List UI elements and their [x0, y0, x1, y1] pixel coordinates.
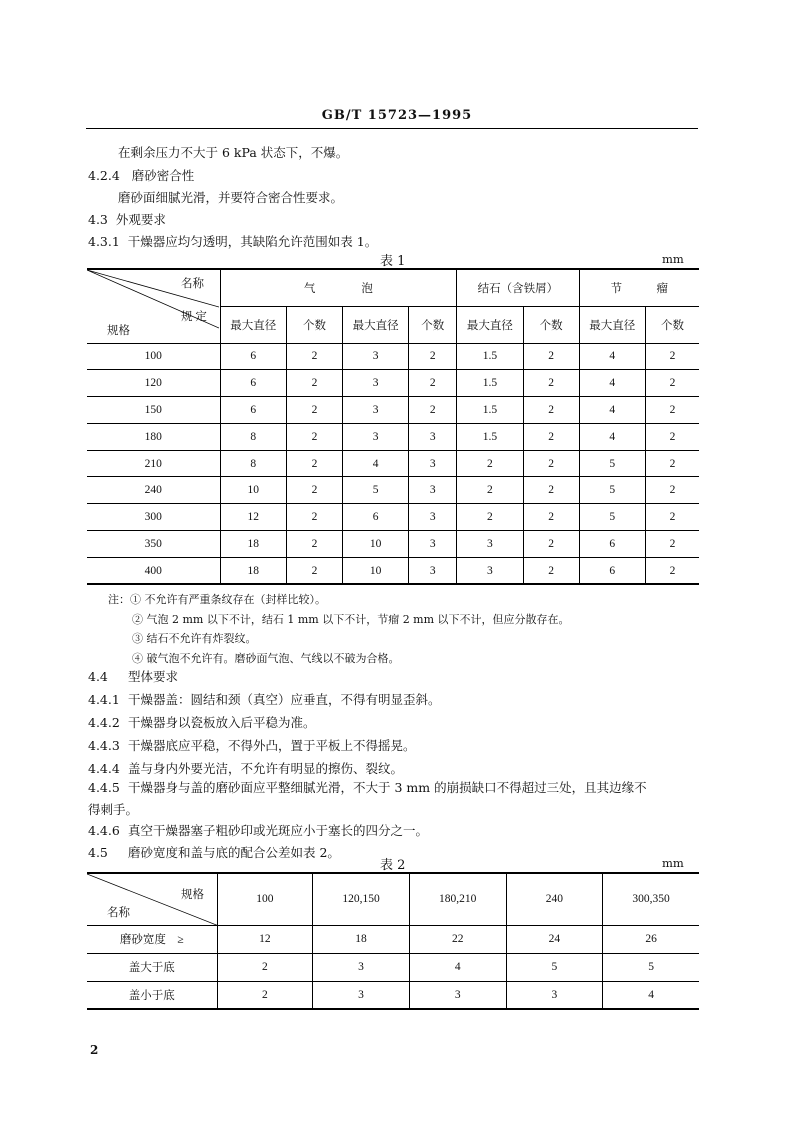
size-cell: 150	[87, 397, 220, 424]
value-cell: 24	[506, 925, 603, 953]
table1-note-2: ② 气泡 2 mm 以下不计，结石 1 mm 以下不计，节瘤 2 mm 以下不计，但应分散存在。	[132, 613, 570, 626]
table1-note-1: 注：① 不允许有严重条纹存在（封样比较）。	[108, 593, 326, 606]
value-cell: 10	[343, 531, 409, 558]
value-cell: 2	[645, 397, 699, 424]
value-cell: 4	[603, 981, 699, 1009]
section-number: 4.3.1	[88, 234, 120, 249]
subheader: 最大直径	[579, 306, 645, 343]
value-cell: 26	[603, 925, 699, 953]
table1-note-4: ④ 破气泡不允许有。磨砂面气泡、气线以不破为合格。	[132, 652, 400, 665]
table-row	[87, 397, 699, 424]
section-number: 4.4.1	[88, 692, 120, 707]
section-number: 4.4.3	[88, 738, 120, 753]
table-row	[87, 925, 699, 953]
value-cell: 3	[457, 531, 523, 558]
corner-spec-label: 规格	[181, 889, 204, 901]
value-cell: 4	[579, 423, 645, 450]
section-number: 4.4.4	[88, 761, 120, 776]
section-4-3	[88, 210, 166, 228]
table1-corner-cell	[87, 269, 220, 343]
value-cell: 2	[457, 450, 523, 477]
value-cell: 18	[220, 557, 286, 584]
value-cell: 2	[409, 343, 457, 370]
value-cell: 10	[343, 557, 409, 584]
value-cell: 2	[645, 450, 699, 477]
value-cell: 6	[579, 531, 645, 558]
value-cell: 3	[343, 423, 409, 450]
section-number: 4.4	[88, 669, 108, 684]
value-cell: 2	[286, 531, 342, 558]
value-cell: 1.5	[457, 343, 523, 370]
section-line	[88, 736, 416, 754]
value-cell: 2	[523, 450, 579, 477]
value-cell: 3	[409, 557, 457, 584]
value-cell: 2	[523, 397, 579, 424]
value-cell: 4	[409, 953, 506, 981]
value-cell: 2	[645, 370, 699, 397]
defect-table	[87, 268, 699, 585]
value-cell: 2	[286, 343, 342, 370]
table1-note-3: ③ 结石不允许有炸裂纹。	[132, 632, 257, 645]
column-header: 300,350	[603, 873, 699, 925]
table2-corner-cell	[87, 873, 217, 925]
value-cell: 3	[343, 370, 409, 397]
corner-size-label: 规格	[107, 325, 130, 337]
value-cell: 2	[409, 397, 457, 424]
value-cell: 4	[579, 343, 645, 370]
table2-unit: mm	[662, 856, 684, 870]
value-cell: 2	[645, 477, 699, 504]
subheader: 最大直径	[220, 306, 286, 343]
size-cell: 240	[87, 477, 220, 504]
value-cell: 2	[645, 531, 699, 558]
table-row	[87, 477, 699, 504]
value-cell: 2	[286, 557, 342, 584]
value-cell: 3	[409, 531, 457, 558]
value-cell: 2	[409, 370, 457, 397]
value-cell: 1.5	[457, 423, 523, 450]
value-cell: 5	[343, 477, 409, 504]
value-cell: 2	[523, 504, 579, 531]
row-label: 盖大于底	[87, 953, 217, 981]
value-cell: 6	[579, 557, 645, 584]
table-row	[87, 504, 699, 531]
value-cell: 18	[220, 531, 286, 558]
size-cell: 180	[87, 423, 220, 450]
section-number: 4.5	[88, 845, 108, 860]
row-label: 磨砂宽度 ≥	[87, 925, 217, 953]
corner-name-label: 名称	[181, 278, 204, 290]
section-4-3-1	[88, 232, 377, 250]
section-number: 4.4.6	[88, 823, 120, 838]
group-header-knot: 节 瘤	[579, 269, 699, 306]
page-number: 2	[90, 1043, 99, 1057]
value-cell: 18	[313, 925, 410, 953]
section-line	[88, 690, 441, 708]
value-cell: 12	[217, 925, 313, 953]
value-cell: 2	[645, 504, 699, 531]
size-cell: 100	[87, 343, 220, 370]
header-rule	[86, 128, 698, 129]
subheader: 个数	[645, 306, 699, 343]
value-cell: 12	[220, 504, 286, 531]
column-header: 180,210	[409, 873, 506, 925]
section-number: 4.4.2	[88, 715, 120, 730]
table-row	[87, 557, 699, 584]
value-cell: 2	[457, 504, 523, 531]
subheader: 最大直径	[343, 306, 409, 343]
value-cell: 2	[286, 423, 342, 450]
value-cell: 2	[645, 343, 699, 370]
value-cell: 3	[409, 423, 457, 450]
table-row	[87, 450, 699, 477]
corner-name-label: 名称	[107, 907, 130, 919]
section-line	[88, 713, 316, 731]
value-cell: 5	[506, 953, 603, 981]
value-cell: 5	[603, 953, 699, 981]
table2-caption: 表 2	[380, 858, 406, 873]
column-header: 240	[506, 873, 603, 925]
value-cell: 4	[579, 370, 645, 397]
value-cell: 2	[523, 423, 579, 450]
corner-spec-label: 规 定	[181, 311, 207, 323]
value-cell: 3	[409, 477, 457, 504]
size-cell: 400	[87, 557, 220, 584]
section-number: 4.4.5	[88, 780, 120, 795]
value-cell: 1.5	[457, 397, 523, 424]
value-cell: 2	[457, 477, 523, 504]
size-cell: 120	[87, 370, 220, 397]
group-header-stone: 结石（含铁屑）	[457, 269, 579, 306]
value-cell: 3	[343, 343, 409, 370]
value-cell: 2	[217, 953, 313, 981]
value-cell: 2	[286, 397, 342, 424]
value-cell: 3	[409, 504, 457, 531]
section-number: 4.3	[88, 212, 108, 227]
standard-header: GB/T 15723—1995	[321, 108, 473, 123]
para-pressure: 在剩余压力不大于 6 kPa 状态下，不爆。	[118, 145, 349, 160]
value-cell: 22	[409, 925, 506, 953]
section-line	[88, 843, 340, 861]
section-line	[88, 778, 647, 796]
value-cell: 2	[523, 477, 579, 504]
section-line	[88, 667, 178, 685]
section-line	[88, 800, 138, 818]
value-cell: 3	[409, 450, 457, 477]
table-row	[87, 343, 699, 370]
group-header-bubble: 气 泡	[220, 269, 457, 306]
value-cell: 3	[506, 981, 603, 1009]
section-text: 真空干燥器塞子粗砂印或光斑应小于塞长的四分之一。	[128, 823, 429, 838]
value-cell: 6	[220, 343, 286, 370]
value-cell: 2	[217, 981, 313, 1009]
value-cell: 1.5	[457, 370, 523, 397]
value-cell: 8	[220, 423, 286, 450]
value-cell: 6	[343, 504, 409, 531]
value-cell: 3	[409, 981, 506, 1009]
value-cell: 2	[523, 557, 579, 584]
value-cell: 2	[523, 343, 579, 370]
tolerance-table	[87, 872, 699, 1010]
value-cell: 2	[286, 504, 342, 531]
table-row	[87, 423, 699, 450]
subheader: 个数	[286, 306, 342, 343]
table-row	[87, 953, 699, 981]
section-text: 干燥器盖：圆结和颈（真空）应垂直，不得有明显歪斜。	[128, 692, 441, 707]
value-cell: 2	[523, 370, 579, 397]
section-text: 型体要求	[128, 669, 179, 684]
section-text: 干燥器底应平稳，不得外凸，置于平板上不得摇晃。	[128, 738, 416, 753]
value-cell: 2	[286, 370, 342, 397]
table-row	[87, 370, 699, 397]
column-header: 100	[217, 873, 313, 925]
section-title: 干燥器应均匀透明，其缺陷允许范围如表 1。	[127, 234, 378, 249]
value-cell: 5	[579, 504, 645, 531]
table1-unit: mm	[662, 252, 684, 266]
table-row	[87, 531, 699, 558]
section-text: 盖与身内外要光洁，不允许有明显的擦伤、裂纹。	[128, 761, 404, 776]
subheader: 最大直径	[457, 306, 523, 343]
column-header: 120,150	[313, 873, 410, 925]
value-cell: 10	[220, 477, 286, 504]
value-cell: 3	[313, 981, 410, 1009]
para-grinding: 磨砂面细腻光滑，并要符合密合性要求。	[118, 190, 344, 205]
section-title: 外观要求	[115, 212, 166, 227]
value-cell: 2	[645, 557, 699, 584]
section-text: 干燥器身以瓷板放入后平稳为准。	[128, 715, 316, 730]
value-cell: 4	[579, 397, 645, 424]
value-cell: 3	[457, 557, 523, 584]
subheader: 个数	[409, 306, 457, 343]
size-cell: 350	[87, 531, 220, 558]
table1-caption: 表 1	[380, 254, 406, 269]
value-cell: 6	[220, 370, 286, 397]
section-text: 磨砂宽度和盖与底的配合公差如表 2。	[128, 845, 340, 860]
value-cell: 2	[645, 423, 699, 450]
subheader: 个数	[523, 306, 579, 343]
value-cell: 8	[220, 450, 286, 477]
section-text: 得刺手。	[88, 802, 139, 817]
value-cell: 4	[343, 450, 409, 477]
section-4-2-4	[88, 166, 194, 184]
section-line	[88, 821, 428, 839]
section-line	[88, 759, 403, 777]
value-cell: 5	[579, 477, 645, 504]
section-number: 4.2.4	[88, 168, 120, 183]
value-cell: 5	[579, 450, 645, 477]
section-text: 干燥器身与盖的磨砂面应平整细腻光滑，不大于 3 mm 的崩损缺口不得超过三处，且其边缘不	[128, 780, 647, 795]
value-cell: 6	[220, 397, 286, 424]
value-cell: 2	[286, 477, 342, 504]
size-cell: 300	[87, 504, 220, 531]
size-cell: 210	[87, 450, 220, 477]
value-cell: 2	[286, 450, 342, 477]
value-cell: 3	[343, 397, 409, 424]
row-label: 盖小于底	[87, 981, 217, 1009]
section-title: 磨砂密合性	[131, 168, 195, 183]
value-cell: 2	[523, 531, 579, 558]
table-row	[87, 981, 699, 1009]
value-cell: 3	[313, 953, 410, 981]
